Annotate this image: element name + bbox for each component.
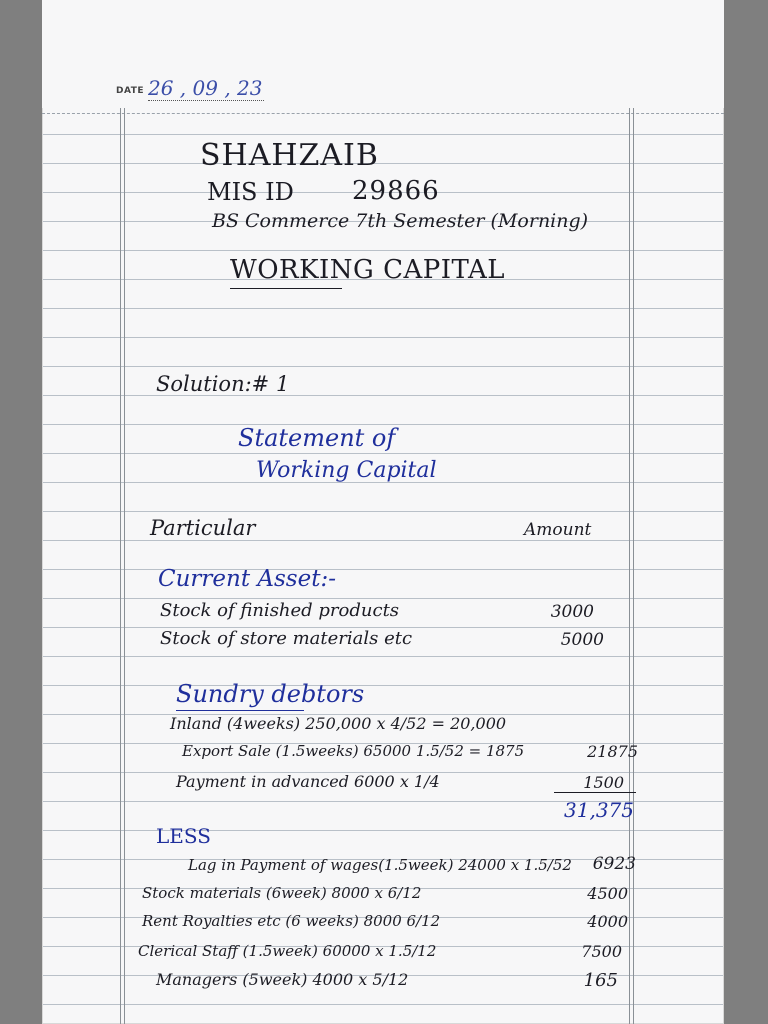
subtotal-line: [554, 792, 636, 793]
statement-title-line1: Statement of: [238, 424, 396, 452]
debtor-item-amount: 21875: [587, 742, 638, 761]
topic-title: WORKING CAPITAL: [230, 255, 505, 285]
right-margin-line-inner: [633, 108, 634, 1024]
liability-item-label: Stock materials (6week) 8000 x 6/12: [142, 884, 422, 902]
liability-item-amount: 165: [583, 970, 618, 991]
dashed-rule: [42, 113, 724, 114]
sundry-debtors-heading: Sundry debtors: [176, 680, 365, 708]
date-label: DATE: [116, 86, 145, 96]
sundry-debtors-underline: [176, 710, 304, 711]
asset-item-amount: 5000: [560, 630, 604, 650]
liability-item-label: Rent Royalties etc (6 weeks) 8000 6/12: [142, 912, 441, 930]
topic-underline: [230, 288, 342, 289]
current-assets-heading: Current Asset:-: [158, 566, 336, 592]
liability-item-amount: 4000: [587, 912, 628, 931]
amount-column-header: Amount: [524, 520, 592, 540]
asset-item-label: Stock of store materials etc: [160, 628, 413, 649]
asset-item-amount: 3000: [550, 602, 594, 622]
liability-item-amount: 7500: [581, 942, 622, 961]
program-info: BS Commerce 7th Semester (Morning): [212, 210, 589, 232]
asset-item-label: Stock of finished products: [160, 600, 400, 621]
page-header-area: [42, 0, 724, 108]
right-margin-line: [629, 108, 630, 1024]
student-name: SHAHZAIB: [200, 138, 379, 173]
debtor-item-label: Payment in advanced 6000 x 1/4: [176, 772, 440, 791]
debtor-item-label: Export Sale (1.5weeks) 65000 1.5/52 = 1875: [182, 742, 525, 760]
date-value: 26 , 09 , 23: [148, 76, 263, 100]
liability-item-amount: 6923: [592, 854, 636, 874]
statement-title-line2: Working Capital: [256, 458, 437, 483]
liability-item-label: Lag in Payment of wages(1.5week) 24000 x 1.5/52: [188, 856, 572, 874]
particular-column-header: Particular: [150, 516, 256, 540]
less-heading: LESS: [156, 824, 211, 848]
debtor-item-amount: 1500: [583, 773, 624, 792]
left-margin-line-inner: [124, 108, 125, 1024]
debtor-item-label: Inland (4weeks) 250,000 x 4/52 = 20,000: [170, 714, 507, 733]
mis-label: MIS ID: [207, 178, 294, 206]
mis-value: 29866: [352, 176, 440, 206]
liability-item-label: Clerical Staff (1.5week) 60000 x 1.5/12: [138, 942, 437, 960]
solution-heading: Solution:# 1: [156, 372, 290, 396]
notebook-page: [42, 0, 724, 1024]
liability-item-label: Managers (5week) 4000 x 5/12: [156, 970, 409, 989]
date-line: [148, 100, 264, 101]
current-assets-total: 31,375: [564, 798, 634, 822]
left-margin-line: [120, 108, 121, 1024]
liability-item-amount: 4500: [587, 884, 628, 903]
